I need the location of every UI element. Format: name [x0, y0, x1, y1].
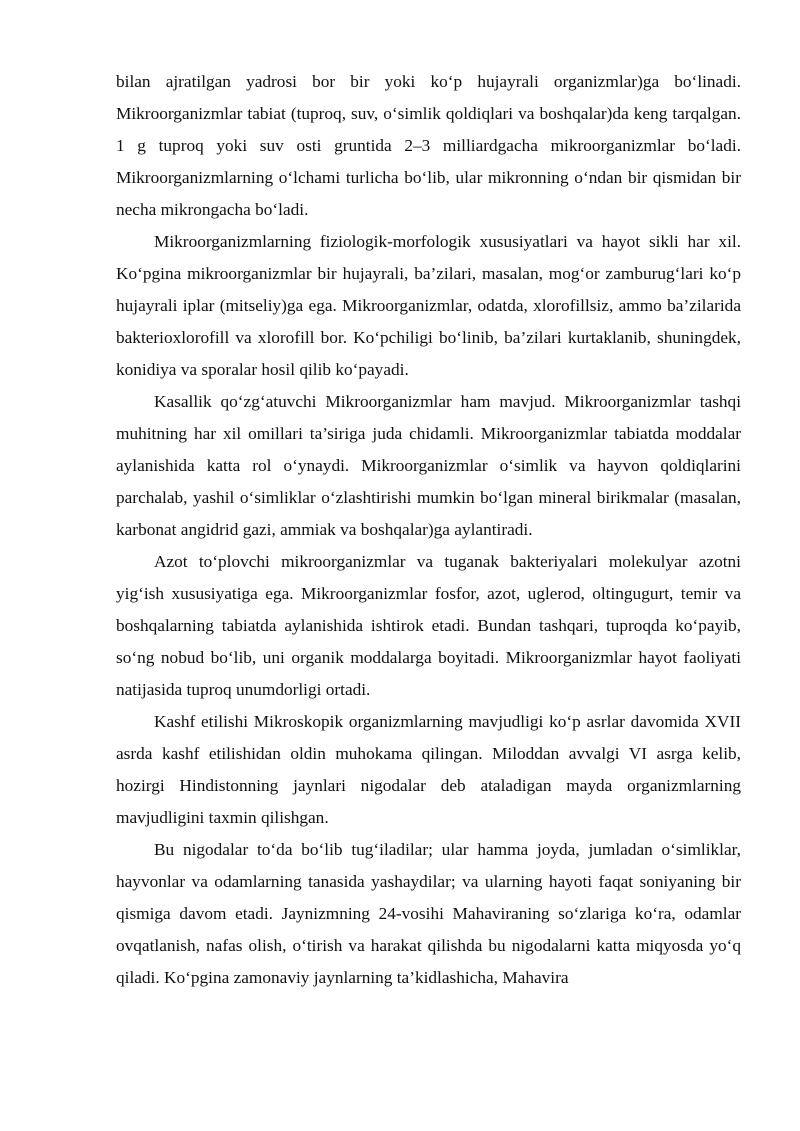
- paragraph-discovery: Kashf etilishi Mikroskopik organizmlarning mavjudligi ko‘p asrlar davomida XVII asrda kashf etilishidan oldin muhokama qilingan. Miloddan avvalgi VI asrga kelib, hozirgi Hindistonning jaynlari nigodalar deb ataladigan mayda organizmlarning mavjudligini taxmin qilishgan.: [116, 712, 741, 827]
- paragraph-continuation: bilan ajratilgan yadrosi bor bir yoki ko‘p hujayrali organizmlar)ga bo‘linadi. Mikroorganizmlar tabiat (tuproq, suv, o‘simlik qoldiqlari va boshqalar)da keng tarqalgan. 1 g tuproq yoki suv osti gruntida 2–3 milliardgacha mikroorganizmlar bo‘ladi. Mikroorganizmlarning o‘lchami turlicha bo‘lib, ular mikronning o‘ndan bir qismidan bir necha mikrongacha bo‘ladi.: [116, 72, 741, 219]
- paragraph-physiology: Mikroorganizmlarning fiziologik-morfologik xususiyatlari va hayot sikli har xil. Ko‘pgina mikroorganizmlar bir hujayrali, ba’zilari, masalan, mog‘or zamburug‘lari ko‘p hujayrali iplar (mitseliy)ga ega. Mikroorganizmlar, odatda, xlorofillsiz, ammo ba’zilarida bakterioxlorofill va xlorofill bor. Ko‘pchiligi bo‘linib, ba’zilari kurtaklanib, shuningdek, konidiya va sporalar hosil qilib ko‘payadi.: [116, 232, 741, 379]
- paragraph-nigodas: Bu nigodalar to‘da bo‘lib tug‘iladilar; ular hamma joyda, jumladan o‘simliklar, hayvonlar va odamlarning tanasida yashaydilar; va ularning hayoti faqat soniyaning bir qismiga davom etadi. Jaynizmning 24-vosihi Mahaviraning so‘zlariga ko‘ra, odamlar ovqatlanish, nafas olish, o‘tirish va harakat qilishda bu nigodalarni katta miqyosda yo‘q qiladi. Ko‘pgina zamonaviy jaynlarning ta’kidlashicha, Mahavira: [116, 840, 741, 987]
- paragraph-pathogens: Kasallik qo‘zg‘atuvchi Mikroorganizmlar ham mavjud. Mikroorganizmlar tashqi muhitning har xil omillari ta’siriga juda chidamli. Mikroorganizmlar tabiatda moddalar aylanishida katta rol o‘ynaydi. Mikroorganizmlar o‘simlik va hayvon qoldiqlarini parchalab, yashil o‘simliklar o‘zlashtirishi mumkin bo‘lgan mineral birikmalar (masalan, karbonat angidrid gazi, ammiak va boshqalar)ga aylantiradi.: [116, 392, 741, 539]
- paragraph-nitrogen: Azot to‘plovchi mikroorganizmlar va tuganak bakteriyalari molekulyar azotni yig‘ish xususiyatiga ega. Mikroorganizmlar fosfor, azot, uglerod, oltingugurt, temir va boshqalarning tabiatda aylanishida ishtirok etadi. Bundan tashqari, tuproqda ko‘payib, so‘ng nobud bo‘lib, uni organik moddalarga boyitadi. Mikroorganizmlar hayot faoliyati natijasida tuproq unumdorligi ortadi.: [116, 552, 741, 699]
- document-page: [116, 66, 741, 994]
